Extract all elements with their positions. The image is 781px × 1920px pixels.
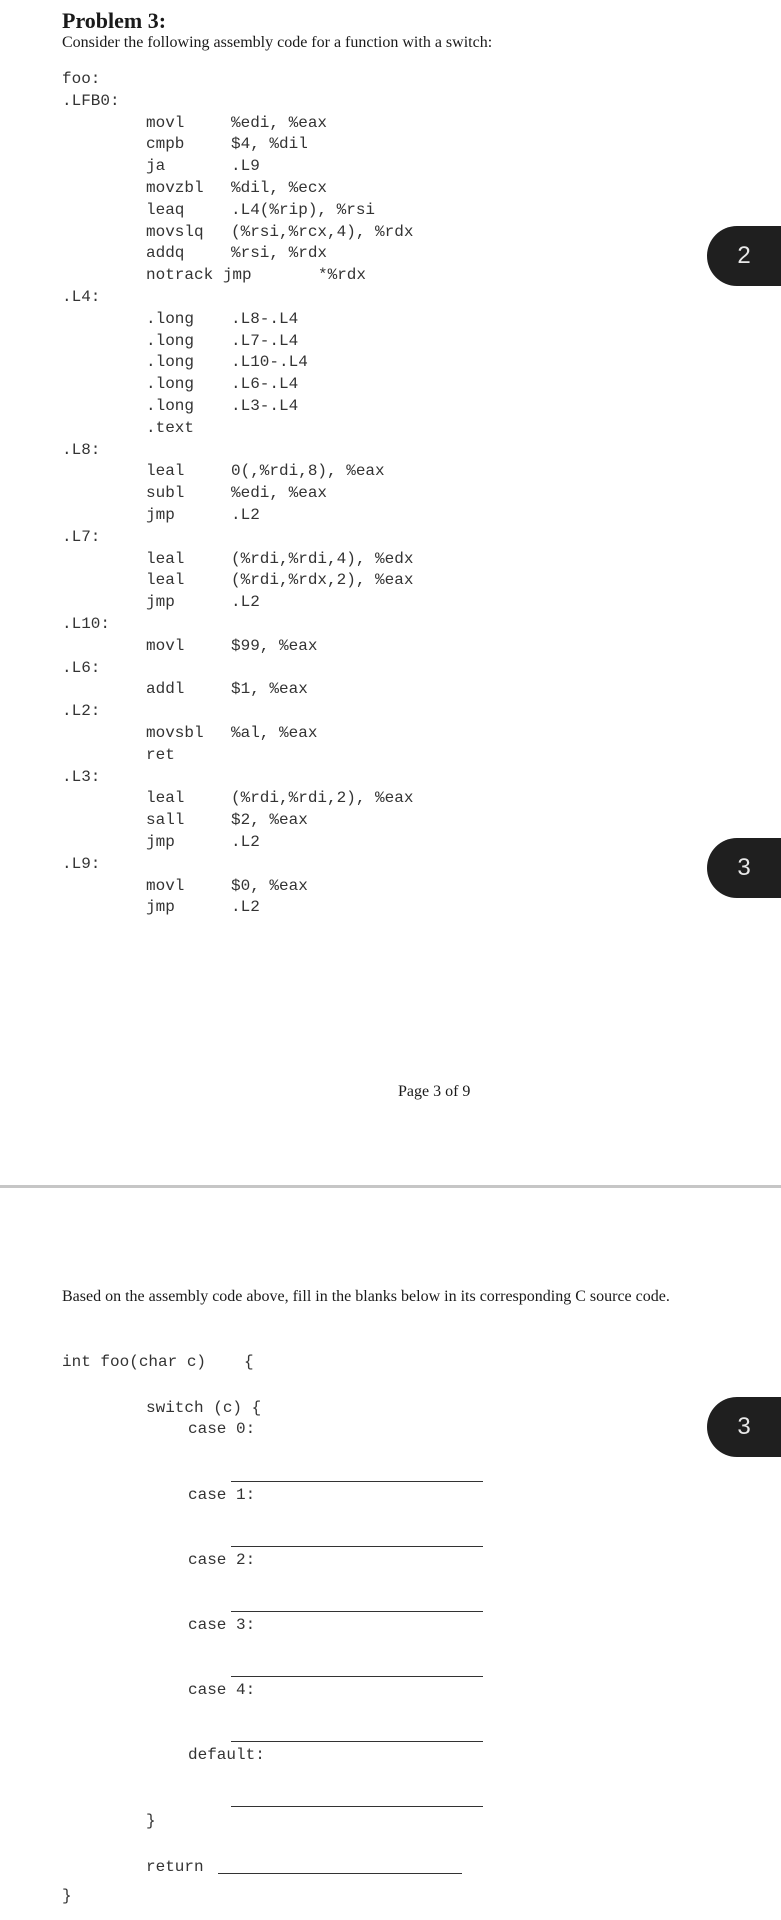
asm-operands: .L2	[231, 593, 260, 612]
asm-operands: .L3-.L4	[231, 397, 299, 415]
asm-label: .L9:	[62, 854, 101, 873]
page-badge: 3	[707, 838, 781, 898]
asm-operands: .L2	[231, 506, 260, 524]
asm-instruction: .long	[146, 331, 195, 350]
return-answer-blank[interactable]	[218, 1873, 462, 1874]
asm-operands: %al, %eax	[231, 724, 318, 742]
asm-operands: $0, %eax	[231, 876, 308, 895]
asm-instruction: leal	[146, 549, 185, 568]
asm-operands: 0(,%rdi,8), %eax	[231, 462, 385, 481]
asm-instruction: notrack jmp	[146, 266, 252, 285]
asm-instruction: ja	[146, 157, 166, 176]
asm-instruction: .long	[146, 353, 195, 372]
asm-instruction: jmp	[146, 898, 175, 917]
function-signature: int foo(char c)	[62, 1353, 207, 1371]
asm-instruction: movl	[146, 113, 185, 132]
asm-operands: (%rsi,%rcx,4), %rdx	[231, 222, 414, 241]
case-4-label: case 4:	[188, 1681, 256, 1699]
asm-operands: $4, %dil	[231, 135, 308, 154]
asm-operands: $1, %eax	[231, 680, 308, 699]
asm-operands: .L2	[231, 833, 260, 851]
asm-instruction: addl	[146, 680, 185, 699]
page-divider	[0, 1185, 781, 1188]
asm-operands: .L10-.L4	[231, 353, 308, 372]
asm-instruction: ret	[146, 745, 175, 764]
asm-operands: (%rdi,%rdx,2), %eax	[231, 571, 414, 590]
asm-label: .L7:	[62, 527, 101, 546]
asm-instruction: jmp	[146, 506, 175, 524]
case-0-answer-blank[interactable]	[231, 1481, 483, 1482]
asm-operands: *%rdx	[318, 266, 367, 285]
asm-instruction: movl	[146, 636, 185, 655]
asm-operands: .L4(%rip), %rsi	[231, 200, 376, 219]
default-label: default:	[188, 1746, 265, 1764]
asm-label: .L4:	[62, 288, 101, 306]
case-1-label: case 1:	[188, 1486, 256, 1504]
asm-operands: .L7-.L4	[231, 331, 299, 350]
asm-operands: %rsi, %rdx	[231, 244, 328, 263]
asm-instruction: subl	[146, 484, 185, 503]
case-1-answer-blank[interactable]	[231, 1546, 483, 1547]
asm-operands: .L9	[231, 157, 260, 176]
page-badge: 3	[707, 1397, 781, 1457]
asm-operands: %edi, %eax	[231, 484, 328, 503]
function-open-brace: {	[244, 1353, 254, 1371]
page-badge: 2	[707, 226, 781, 286]
asm-instruction: addq	[146, 244, 185, 263]
case-0-label: case 0:	[188, 1420, 256, 1438]
switch-close-brace: }	[146, 1812, 156, 1830]
asm-instruction: cmpb	[146, 135, 185, 154]
asm-label: .LFB0:	[62, 91, 120, 110]
switch-statement: switch (c) {	[146, 1399, 262, 1417]
asm-operands: %dil, %ecx	[231, 179, 328, 197]
asm-instruction: sall	[146, 811, 185, 830]
page-number: Page 3 of 9	[398, 1083, 471, 1100]
asm-instruction: leal	[146, 462, 185, 481]
case-2-label: case 2:	[188, 1551, 256, 1569]
asm-operands: $2, %eax	[231, 811, 308, 830]
asm-operands: .L8-.L4	[231, 309, 299, 328]
asm-instruction: leal	[146, 789, 185, 808]
problem-intro: Consider the following assembly code for a function with a switch:	[62, 34, 493, 51]
fill-instruction: Based on the assembly code above, fill in the blanks below in its corresponding C source code.	[62, 1288, 670, 1305]
asm-label: foo:	[62, 70, 101, 88]
asm-label: .L3:	[62, 767, 101, 786]
asm-instruction: movzbl	[146, 179, 204, 197]
asm-instruction: .long	[146, 309, 195, 328]
asm-instruction: movl	[146, 876, 185, 895]
asm-label: .L10:	[62, 615, 111, 633]
asm-operands: .L6-.L4	[231, 375, 299, 394]
asm-operands: (%rdi,%rdi,2), %eax	[231, 789, 414, 808]
asm-instruction: jmp	[146, 833, 175, 851]
asm-label: .L6:	[62, 658, 101, 677]
asm-operands: .L2	[231, 898, 260, 917]
function-close-brace: }	[62, 1887, 72, 1905]
asm-operands: $99, %eax	[231, 636, 318, 655]
case-3-label: case 3:	[188, 1616, 256, 1634]
case-4-answer-blank[interactable]	[231, 1741, 483, 1742]
asm-instruction: movslq	[146, 222, 204, 241]
asm-instruction: movsbl	[146, 724, 204, 742]
problem-title: Problem 3:	[62, 8, 167, 33]
asm-operands: %edi, %eax	[231, 113, 328, 132]
asm-operands: (%rdi,%rdi,4), %edx	[231, 549, 414, 568]
case-3-answer-blank[interactable]	[231, 1676, 483, 1677]
asm-label: .L2:	[62, 702, 101, 721]
asm-label: .L8:	[62, 440, 101, 459]
asm-instruction: .long	[146, 397, 195, 415]
asm-instruction: .text	[146, 418, 195, 437]
asm-instruction: leaq	[146, 200, 185, 219]
default-answer-blank[interactable]	[231, 1806, 483, 1807]
asm-instruction: leal	[146, 571, 185, 590]
asm-instruction: .long	[146, 375, 195, 394]
case-2-answer-blank[interactable]	[231, 1611, 483, 1612]
return-keyword: return	[146, 1858, 204, 1876]
asm-instruction: jmp	[146, 593, 175, 612]
